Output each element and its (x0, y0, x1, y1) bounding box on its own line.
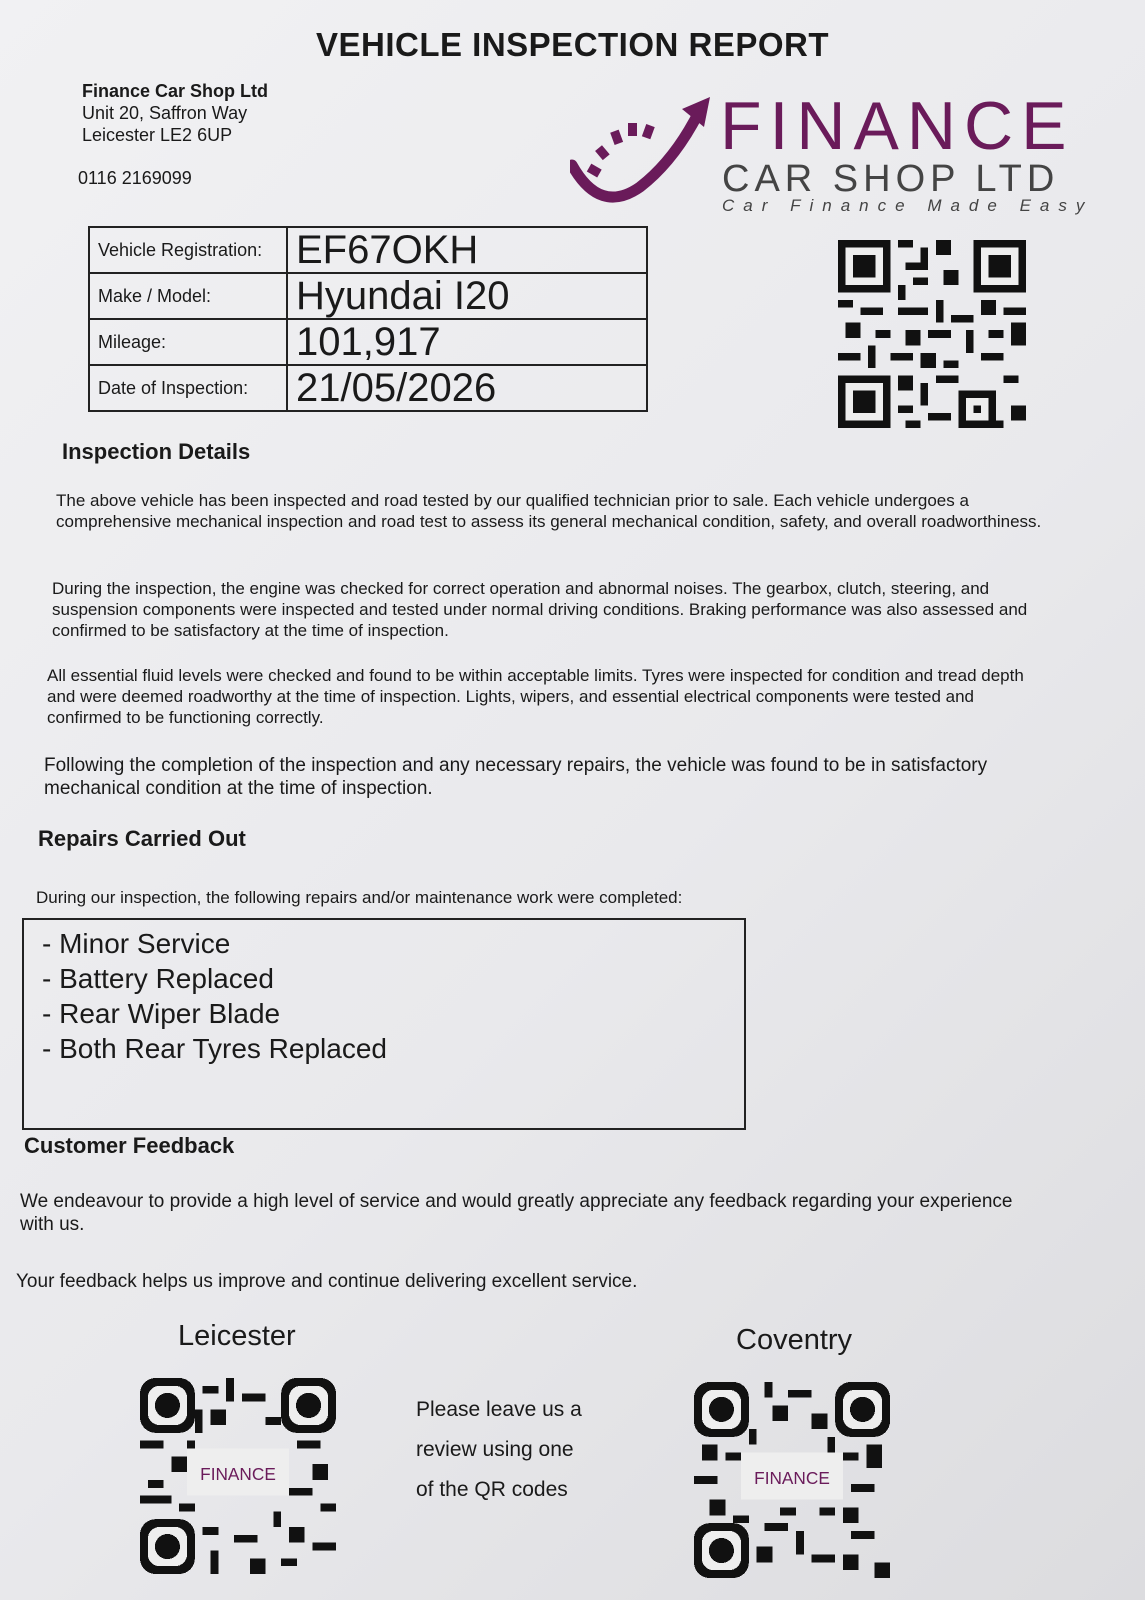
list-item: - Rear Wiper Blade (42, 998, 281, 1029)
feedback-paragraph-2: Your feedback helps us improve and continue delivering excellent service. (16, 1271, 638, 1292)
logo-wordmark: FINANCE (720, 88, 1075, 164)
table-label: Date of Inspection: (89, 365, 287, 411)
repairs-intro: During our inspection, the following repairs and/or maintenance work were completed: (36, 888, 683, 907)
table-value: 101,917 (287, 319, 647, 365)
location-coventry: Coventry (736, 1324, 853, 1356)
table-value: 21/05/2026 (287, 365, 647, 411)
location-leicester: Leicester (178, 1320, 296, 1352)
company-address (82, 80, 268, 146)
inspection-paragraph-3: All essential fluid levels were checked and found to be within acceptable limits. Tyres were inspected for condition and tread depth and were deemed roadworthy at the time of inspection. Lights, wipers, and essential electrical components were tested and confirmed to be functioning correctly. (47, 666, 1024, 727)
logo-tagline: Car Finance Made Easy (722, 196, 1094, 215)
table-row (89, 273, 647, 319)
vehicle-details-table (88, 226, 648, 412)
repairs-heading: Repairs Carried Out (38, 826, 246, 851)
table-label: Mileage: (89, 319, 287, 365)
qr-code-icon[interactable] (838, 240, 1026, 428)
review-line: review using one (416, 1438, 574, 1461)
table-row (89, 227, 647, 273)
table-value: Hyundai I20 (287, 273, 647, 319)
feedback-paragraph-1: We endeavour to provide a high level of service and would greatly appreciate any feedback regarding your experience with us. (20, 1191, 1013, 1235)
repairs-list (24, 920, 744, 1066)
company-phone: 0116 2169099 (78, 168, 192, 188)
company-name: Finance Car Shop Ltd (82, 81, 269, 101)
inspection-heading: Inspection Details (62, 439, 251, 464)
review-instructions (416, 1390, 606, 1510)
address-line-1: Unit 20, Saffron Way (82, 103, 248, 123)
table-value: EF67OKH (287, 227, 647, 273)
table-row (89, 365, 647, 411)
report-title: VEHICLE INSPECTION REPORT (315, 26, 830, 63)
inspection-paragraph-2: During the inspection, the engine was checked for correct operation and abnormal noises. The gearbox, clutch, steering, and suspension components were inspected and tested under normal driving conditions. Braking performance was also assessed and confirmed to be satisfactory at the time of inspection. (52, 579, 1028, 640)
qr-logo-text: FINANCE (200, 1463, 276, 1484)
repairs-box (22, 918, 746, 1130)
list-item: - Minor Service (42, 928, 231, 959)
qr-code-leicester-icon[interactable] (140, 1378, 336, 1574)
qr-code-coventry-icon[interactable] (694, 1382, 890, 1578)
table-label: Vehicle Registration: (89, 227, 287, 273)
list-item: - Both Rear Tyres Replaced (42, 1033, 387, 1064)
logo-subtitle: CAR SHOP LTD (722, 158, 1060, 200)
list-item: - Battery Replaced (42, 963, 274, 994)
qr-logo-text: FINANCE (754, 1467, 830, 1488)
table-label: Make / Model: (89, 273, 287, 319)
table-row (89, 319, 647, 365)
inspection-paragraph-1: The above vehicle has been inspected and road tested by our qualified technician prior to sale. Each vehicle undergoes a comprehensive mechanical inspection and road test to assess its general mechanical condition, safety, and overall roadworthiness. (56, 491, 1042, 531)
feedback-heading: Customer Feedback (24, 1133, 235, 1158)
review-line: of the QR codes (416, 1478, 568, 1501)
logo-swoosh-icon (570, 95, 730, 205)
inspection-paragraph-4: Following the completion of the inspection and any necessary repairs, the vehicle was found to be in satisfactory mechanical condition at the time of inspection. (44, 755, 988, 799)
review-line: Please leave us a (416, 1398, 582, 1421)
address-line-2: Leicester LE2 6UP (82, 125, 233, 145)
